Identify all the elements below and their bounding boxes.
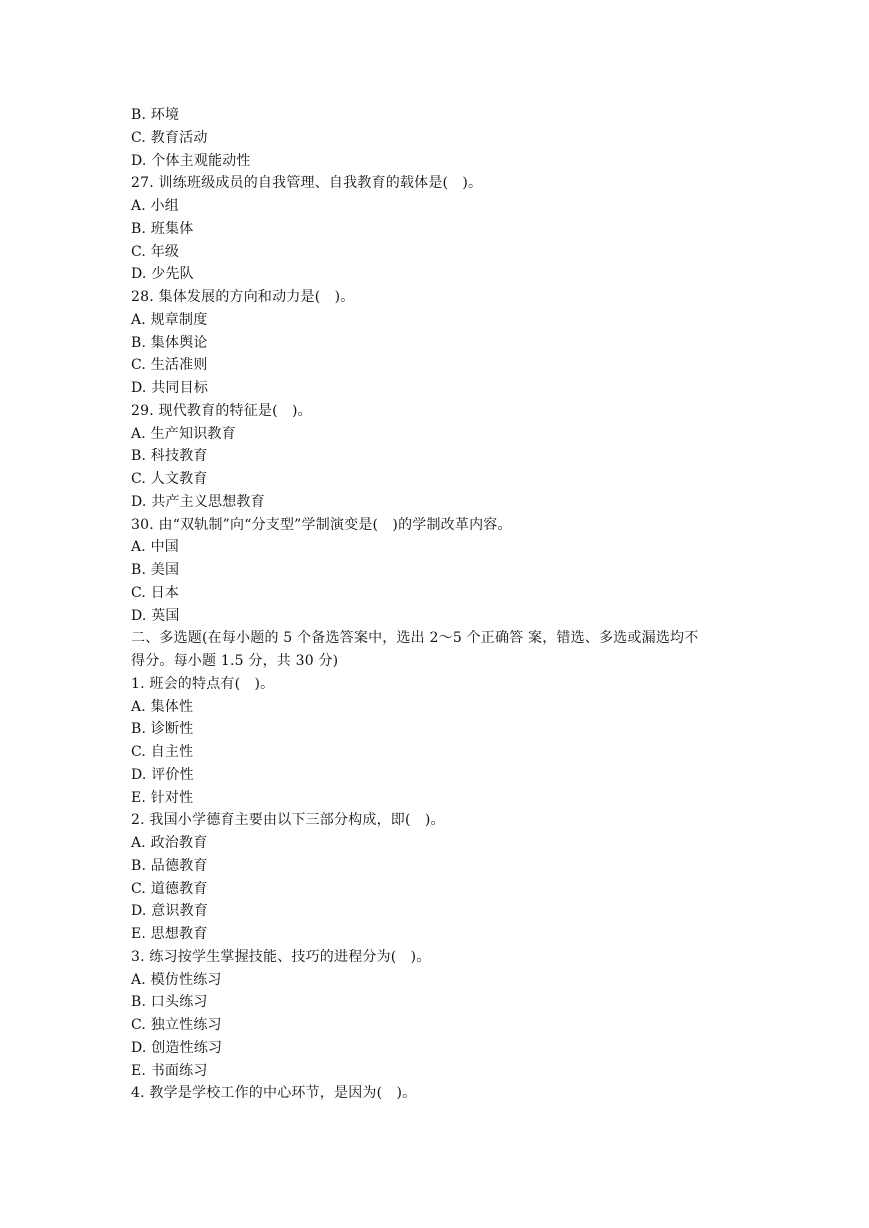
question-2: 2. 我国小学德育主要由以下三部分构成，即( )。 xyxy=(131,812,445,829)
option-line: D. 少先队 xyxy=(131,266,194,283)
option-line: B. 美国 xyxy=(131,562,180,578)
option-line: B. 品德教育 xyxy=(131,857,208,874)
option-line: C. 日本 xyxy=(131,584,180,601)
option-line: B. 集体舆论 xyxy=(131,334,208,351)
option-line: A. 规章制度 xyxy=(131,311,208,328)
option-line: E. 思想教育 xyxy=(131,926,208,942)
option-line: E. 针对性 xyxy=(131,789,194,806)
section-heading-continued: 得分。每小题 1.5 分，共 30 分) xyxy=(131,653,339,669)
question-text-block xyxy=(131,104,751,1105)
question-4: 4. 教学是学校工作的中心环节，是因为( )。 xyxy=(131,1085,417,1102)
option-line: C. 道德教育 xyxy=(131,880,208,897)
question-27: 27. 训练班级成员的自我管理、自我教育的载体是( )。 xyxy=(131,175,483,192)
option-line: A. 集体性 xyxy=(131,698,194,715)
option-line: C. 自主性 xyxy=(131,744,194,760)
option-line: B. 口头练习 xyxy=(131,994,208,1011)
option-line: D. 意识教育 xyxy=(131,903,209,920)
option-line: C. 人文教育 xyxy=(131,471,208,487)
option-line: D. 个体主观能动性 xyxy=(131,152,251,169)
option-line: E. 书面练习 xyxy=(131,1062,208,1079)
option-line: A. 小组 xyxy=(131,198,180,214)
option-line: A. 中国 xyxy=(131,539,180,556)
option-line: C. 年级 xyxy=(131,243,180,260)
option-line: C. 教育活动 xyxy=(131,129,208,146)
question-28: 28. 集体发展的方向和动力是( )。 xyxy=(131,289,355,305)
option-line: D. 评价性 xyxy=(131,766,194,783)
question-30: 30. 由“双轨制”向“分支型”学制演变是( )的学制改革内容。 xyxy=(131,516,512,533)
option-line: A. 政治教育 xyxy=(131,835,208,851)
option-line: D. 创造性练习 xyxy=(131,1039,223,1056)
option-line: A. 模仿性练习 xyxy=(131,971,222,988)
option-line: B. 科技教育 xyxy=(131,448,208,465)
question-1: 1. 班会的特点有( )。 xyxy=(131,675,275,692)
option-line: C. 独立性练习 xyxy=(131,1017,222,1033)
section-heading-multiple-choice: 二、多选题(在每小题的 5 个备选答案中，选出 2～5 个正确答 案，错选、多选或漏选均不 xyxy=(131,630,699,647)
question-29: 29. 现代教育的特征是( )。 xyxy=(131,402,312,419)
question-3: 3. 练习按学生掌握技能、技巧的进程分为( )。 xyxy=(131,948,431,965)
option-line: D. 共产主义思想教育 xyxy=(131,493,265,510)
option-line: A. 生产知识教育 xyxy=(131,425,236,442)
option-line: C. 生活准则 xyxy=(131,357,208,374)
option-line: B. 诊断性 xyxy=(131,721,194,738)
option-line: D. 共同目标 xyxy=(131,380,209,396)
option-line: B. 班集体 xyxy=(131,220,194,237)
option-line: D. 英国 xyxy=(131,607,180,624)
option-line: B. 环境 xyxy=(131,107,180,123)
